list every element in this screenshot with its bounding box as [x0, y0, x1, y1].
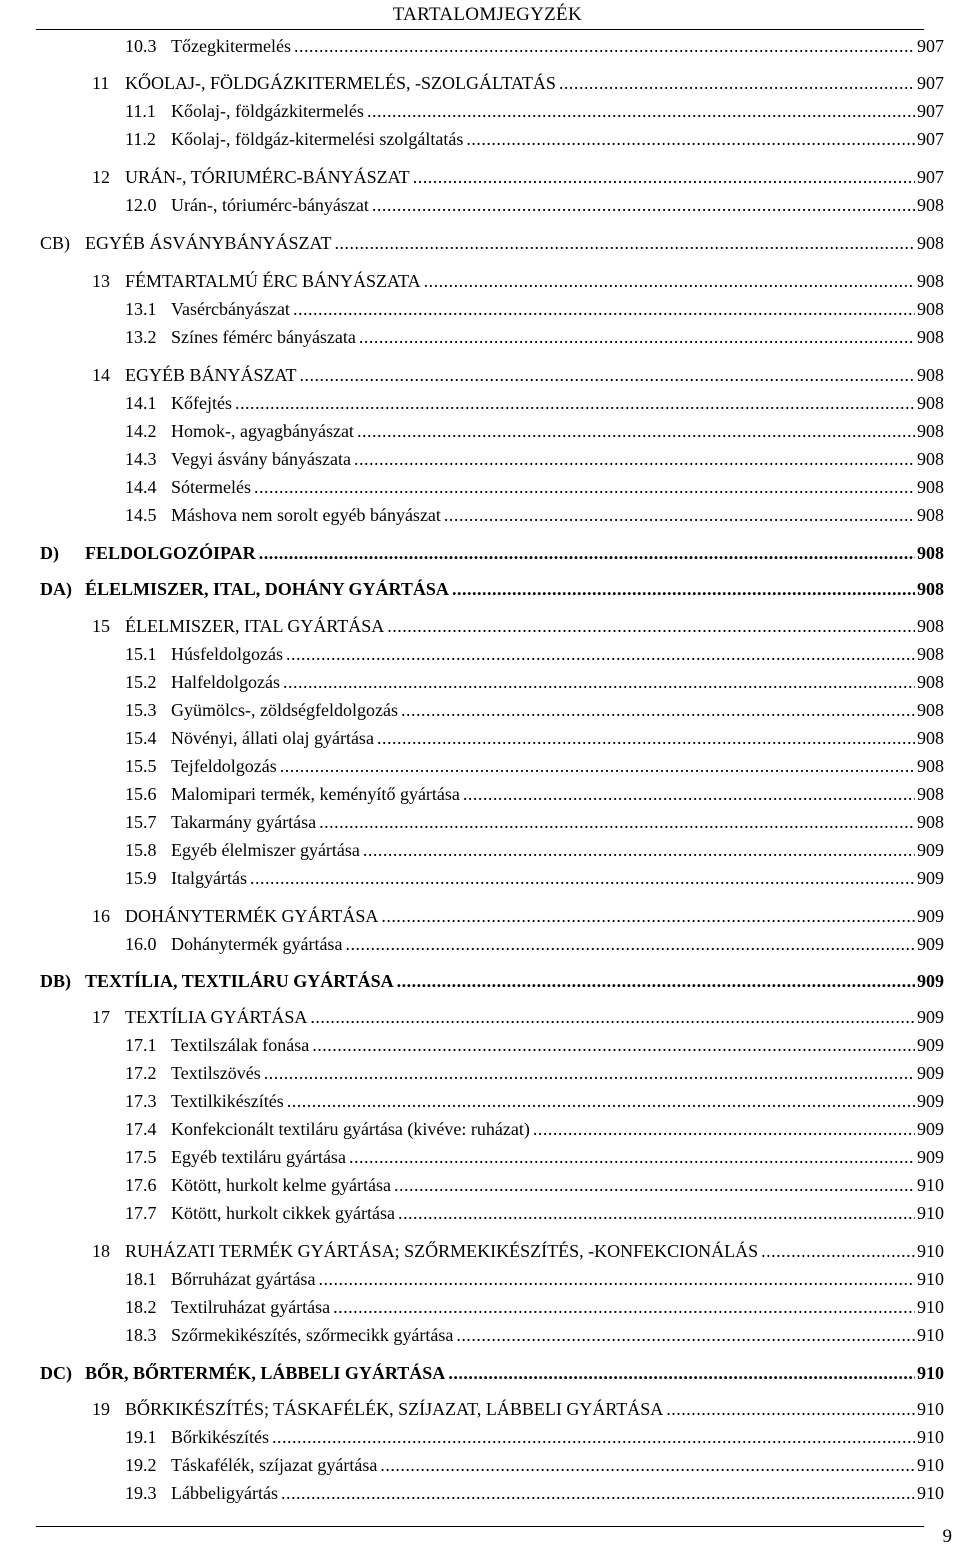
toc-entry-page: 908	[917, 327, 944, 347]
toc-entry-label: Tejfeldolgozás	[171, 756, 277, 776]
toc-entry[interactable]	[92, 73, 944, 94]
dot-leader	[401, 700, 915, 721]
toc-entry-page: 909	[917, 971, 944, 991]
page-number: 9	[942, 1526, 952, 1547]
toc-entry-page: 908	[917, 299, 944, 319]
toc-entry-page: 907	[917, 73, 944, 93]
toc-entry-label: Bőrkikészítés	[171, 1427, 269, 1447]
dot-leader	[254, 477, 915, 498]
toc-entry-page: 910	[917, 1427, 944, 1447]
toc-entry-label: Táskafélék, szíjazat gyártása	[171, 1455, 378, 1475]
toc-entry-page: 907	[917, 36, 944, 56]
dot-leader	[559, 73, 915, 94]
toc-entry[interactable]	[125, 756, 944, 777]
toc-entry-page: 910	[917, 1325, 944, 1345]
toc-entry[interactable]	[125, 1203, 944, 1224]
toc-entry-label: Halfeldolgozás	[171, 672, 280, 692]
dot-leader	[359, 327, 915, 348]
toc-entry-label: EGYÉB ÁSVÁNYBÁNYÁSZAT	[85, 233, 332, 253]
toc-entry-label: Malomipari termék, keményítő gyártása	[171, 784, 460, 804]
toc-entry-label: Kőolaj-, földgáz-kitermelési szolgáltatás	[171, 129, 464, 149]
toc-entry-number: D)	[40, 543, 59, 563]
dot-leader	[387, 616, 915, 637]
toc-entry-page: 908	[917, 195, 944, 215]
toc-entry-label: Máshova nem sorolt egyéb bányászat	[171, 505, 441, 525]
toc-entry-page: 908	[917, 616, 944, 636]
dot-leader	[367, 101, 915, 122]
toc-entry[interactable]	[125, 644, 944, 665]
toc-entry-page: 909	[917, 1035, 944, 1055]
toc-entry[interactable]	[40, 543, 944, 564]
toc-entry-page: 908	[917, 505, 944, 525]
toc-entry-page: 910	[917, 1175, 944, 1195]
toc-entry[interactable]	[125, 934, 944, 955]
toc-entry-label: BŐRKIKÉSZÍTÉS; TÁSKAFÉLÉK, SZÍJAZAT, LÁBBELI GYÁRTÁSA	[125, 1399, 664, 1419]
dot-leader	[398, 1203, 915, 1224]
toc-entry[interactable]	[125, 840, 944, 861]
toc-entry-page: 910	[917, 1399, 944, 1419]
dot-leader	[281, 1483, 915, 1504]
dot-leader	[259, 543, 915, 564]
dot-leader	[300, 365, 915, 386]
toc-entry[interactable]	[92, 365, 944, 386]
toc-entry-page: 908	[917, 449, 944, 469]
page-header-title: TARTALOMJEGYZÉK	[392, 4, 582, 25]
dot-leader	[293, 299, 915, 320]
toc-entry[interactable]	[125, 477, 944, 498]
toc-entry-number: 12.0	[125, 195, 157, 215]
toc-entry-label: FELDOLGOZÓIPAR	[85, 543, 256, 563]
toc-entry-number: 10.3	[125, 36, 157, 56]
toc-entry-label: Textilruházat gyártása	[171, 1297, 331, 1317]
dot-leader	[286, 644, 915, 665]
toc-entry-label: ÉLELMISZER, ITAL GYÁRTÁSA	[125, 616, 385, 636]
toc-entry-page: 909	[917, 1007, 944, 1027]
dot-leader	[294, 36, 915, 57]
dot-leader	[310, 1007, 915, 1028]
dot-leader	[377, 728, 915, 749]
toc-entry-label: Kőfejtés	[171, 393, 232, 413]
dot-leader	[444, 505, 915, 526]
toc-entry-page: 908	[917, 365, 944, 385]
dot-leader	[448, 1363, 915, 1384]
toc-entry-number: 14.5	[125, 505, 157, 525]
dot-leader	[312, 1035, 915, 1056]
dot-leader	[333, 1297, 915, 1318]
toc-entry-page: 908	[917, 784, 944, 804]
dot-leader	[533, 1119, 915, 1140]
dot-leader	[413, 167, 915, 188]
dot-leader	[463, 784, 915, 805]
dot-leader	[394, 1175, 915, 1196]
toc-entry-label: Dohánytermék gyártása	[171, 934, 343, 954]
toc-entry-number: DB)	[40, 971, 71, 991]
toc-entry[interactable]	[125, 784, 944, 805]
toc-entry[interactable]	[92, 271, 944, 292]
toc-entry[interactable]	[125, 1455, 944, 1476]
dot-leader	[452, 579, 915, 600]
toc-entry[interactable]	[125, 1483, 944, 1504]
dot-leader	[272, 1427, 915, 1448]
toc-entry-number: 19.2	[125, 1455, 157, 1475]
toc-entry[interactable]	[125, 1147, 944, 1168]
toc-entry[interactable]	[125, 101, 944, 122]
dot-leader	[424, 271, 915, 292]
toc-entry[interactable]	[125, 195, 944, 216]
dot-leader	[283, 672, 915, 693]
dot-leader	[380, 1455, 915, 1476]
toc-entry-page: 908	[917, 756, 944, 776]
toc-entry-label: Italgyártás	[171, 868, 247, 888]
toc-entry-page: 908	[917, 579, 944, 599]
toc-entry-number: 15.5	[125, 756, 157, 776]
toc-entry-number: DA)	[40, 579, 72, 599]
dot-leader	[381, 906, 915, 927]
toc-entry[interactable]	[40, 579, 944, 600]
toc-entry-label: EGYÉB BÁNYÁSZAT	[125, 365, 297, 385]
toc-entry-page: 908	[917, 700, 944, 720]
toc-entry[interactable]	[125, 1119, 944, 1140]
toc-entry-number: 11	[92, 73, 110, 93]
dot-leader	[264, 1063, 915, 1084]
toc-entry-label: Kötött, hurkolt kelme gyártása	[171, 1175, 391, 1195]
toc-entry-number: 13.1	[125, 299, 157, 319]
toc-entry-page: 909	[917, 868, 944, 888]
toc-entry-number: 15.8	[125, 840, 157, 860]
toc-entry-page: 907	[917, 129, 944, 149]
toc-entry-page: 908	[917, 672, 944, 692]
toc-entry-page: 909	[917, 840, 944, 860]
toc-entry-label: Sótermelés	[171, 477, 251, 497]
toc-entry-number: CB)	[40, 233, 71, 253]
toc-entry-label: Vasércbányászat	[171, 299, 290, 319]
toc-entry-label: Növényi, állati olaj gyártása	[171, 728, 374, 748]
toc-entry[interactable]	[125, 812, 944, 833]
toc-entry-number: 17.7	[125, 1203, 157, 1223]
toc-entry-label: TEXTÍLIA, TEXTILÁRU GYÁRTÁSA	[85, 971, 394, 991]
toc-entry-label: Színes fémérc bányászata	[171, 327, 356, 347]
toc-entry[interactable]	[125, 449, 944, 470]
toc-entry-label: RUHÁZATI TERMÉK GYÁRTÁSA; SZŐRMEKIKÉSZÍTÉS, -KONFEKCIONÁLÁS	[125, 1241, 759, 1261]
toc-entry-label: Homok-, agyagbányászat	[171, 421, 354, 441]
toc-entry-label: Textilszálak fonása	[171, 1035, 310, 1055]
toc-entry-page: 908	[917, 233, 944, 253]
toc-entry-number: 17.3	[125, 1091, 157, 1111]
toc-entry-label: Konfekcionált textiláru gyártása (kivéve: ruházat)	[171, 1119, 530, 1139]
footer-rule	[36, 1526, 924, 1527]
toc-entry-number: 15.1	[125, 644, 157, 664]
toc-entry-number: 15.2	[125, 672, 157, 692]
toc-entry[interactable]	[92, 906, 944, 927]
toc-entry-label: Tőzegkitermelés	[171, 36, 291, 56]
toc-entry-number: 14.3	[125, 449, 157, 469]
toc-entry-label: Textilszövés	[171, 1063, 261, 1083]
toc-entry-number: 17.4	[125, 1119, 157, 1139]
toc-entry[interactable]	[125, 1035, 944, 1056]
toc-entry-page: 907	[917, 167, 944, 187]
toc-entry[interactable]	[125, 1175, 944, 1196]
toc-entry-number: 16	[92, 906, 110, 926]
toc-entry-label: Lábbeligyártás	[171, 1483, 278, 1503]
toc-entry-number: 14.4	[125, 477, 157, 497]
toc-entry-page: 909	[917, 1063, 944, 1083]
toc-entry[interactable]	[125, 1297, 944, 1318]
toc-entry[interactable]	[125, 700, 944, 721]
dot-leader	[666, 1399, 915, 1420]
toc-entry[interactable]	[125, 1269, 944, 1290]
toc-entry-page: 908	[917, 644, 944, 664]
toc-entry-number: 12	[92, 167, 110, 187]
toc-entry[interactable]	[125, 1325, 944, 1346]
toc-entry-number: 15.3	[125, 700, 157, 720]
toc-entry-page: 910	[917, 1297, 944, 1317]
toc-entry-page: 909	[917, 934, 944, 954]
toc-entry-number: 15.6	[125, 784, 157, 804]
toc-entry-label: Húsfeldolgozás	[171, 644, 283, 664]
toc-entry-page: 910	[917, 1203, 944, 1223]
dot-leader	[287, 1091, 915, 1112]
toc-entry-page: 910	[917, 1269, 944, 1289]
toc-entry-page: 908	[917, 543, 944, 563]
toc-entry-number: 13.2	[125, 327, 157, 347]
toc-entry[interactable]	[92, 1241, 944, 1262]
toc-entry-number: 15.4	[125, 728, 157, 748]
toc-entry-number: 11.2	[125, 129, 156, 149]
dot-leader	[235, 393, 915, 414]
toc-entry-number: 11.1	[125, 101, 156, 121]
toc-entry[interactable]	[125, 299, 944, 320]
toc-entry[interactable]	[125, 393, 944, 414]
toc-entry-label: KŐOLAJ-, FÖLDGÁZKITERMELÉS, -SZOLGÁLTATÁS	[125, 73, 556, 93]
toc-entry[interactable]	[125, 421, 944, 442]
dot-leader	[318, 1269, 915, 1290]
toc-entry-page: 909	[917, 1147, 944, 1167]
toc-entry-number: 18.3	[125, 1325, 157, 1345]
toc-entry-number: 19.3	[125, 1483, 157, 1503]
toc-entry[interactable]	[40, 971, 944, 992]
toc-entry-page: 909	[917, 1091, 944, 1111]
toc-entry-page: 910	[917, 1241, 944, 1261]
dot-leader	[280, 756, 915, 777]
toc-entry-label: TEXTÍLIA GYÁRTÁSA	[125, 1007, 308, 1027]
toc-entry[interactable]	[125, 1427, 944, 1448]
dot-leader	[372, 195, 915, 216]
toc-entry-page: 908	[917, 477, 944, 497]
toc-entry-page: 908	[917, 812, 944, 832]
toc-entry-page: 907	[917, 101, 944, 121]
dot-leader	[761, 1241, 915, 1262]
toc-entry-page: 908	[917, 728, 944, 748]
dot-leader	[319, 812, 915, 833]
toc-entry-number: 13	[92, 271, 110, 291]
toc-entry-page: 910	[917, 1363, 944, 1383]
toc-entry[interactable]	[40, 1363, 944, 1384]
dot-leader	[335, 233, 915, 254]
toc-entry[interactable]	[125, 672, 944, 693]
toc-entry-page: 910	[917, 1483, 944, 1503]
toc-entry[interactable]	[125, 868, 944, 889]
toc-entry-label: Szőrmekikészítés, szőrmecikk gyártása	[171, 1325, 454, 1345]
dot-leader	[456, 1325, 915, 1346]
toc-entry-page: 908	[917, 393, 944, 413]
toc-entry-number: 18.1	[125, 1269, 157, 1289]
dot-leader	[354, 449, 915, 470]
toc-entry[interactable]	[92, 167, 944, 188]
toc-entry-label: Egyéb textiláru gyártása	[171, 1147, 346, 1167]
toc-entry[interactable]	[125, 505, 944, 526]
toc-entry-number: 18.2	[125, 1297, 157, 1317]
toc-entry-number: 15.7	[125, 812, 157, 832]
dot-leader	[250, 868, 915, 889]
toc-entry-number: 17.2	[125, 1063, 157, 1083]
toc-entry-number: 14.2	[125, 421, 157, 441]
toc-entry-number: 16.0	[125, 934, 157, 954]
toc-entry[interactable]	[125, 1091, 944, 1112]
toc-entry-number: DC)	[40, 1363, 72, 1383]
toc-entry-number: 17.5	[125, 1147, 157, 1167]
toc-entry-label: DOHÁNYTERMÉK GYÁRTÁSA	[125, 906, 379, 926]
toc-entry-label: Bőrruházat gyártása	[171, 1269, 316, 1289]
header-rule	[36, 29, 924, 30]
toc-entry-number: 15.9	[125, 868, 157, 888]
toc-entry-page: 909	[917, 1119, 944, 1139]
toc-entry-label: Egyéb élelmiszer gyártása	[171, 840, 360, 860]
toc-entry[interactable]	[125, 1063, 944, 1084]
toc-entry[interactable]	[92, 1007, 944, 1028]
toc-entry-number: 17	[92, 1007, 110, 1027]
toc-entry-label: ÉLELMISZER, ITAL, DOHÁNY GYÁRTÁSA	[85, 579, 449, 599]
toc-entry-number: 14.1	[125, 393, 157, 413]
toc-entry-page: 908	[917, 421, 944, 441]
dot-leader	[349, 1147, 915, 1168]
toc-entry[interactable]	[125, 36, 944, 57]
dot-leader	[397, 971, 915, 992]
dot-leader	[357, 421, 915, 442]
toc-entry-number: 17.1	[125, 1035, 157, 1055]
dot-leader	[363, 840, 915, 861]
toc-entry[interactable]	[92, 616, 944, 637]
toc-entry-number: 14	[92, 365, 110, 385]
toc-entry-label: Takarmány gyártása	[171, 812, 317, 832]
toc-entry[interactable]	[125, 129, 944, 150]
toc-entry[interactable]	[40, 233, 944, 254]
toc-entry-label: Kötött, hurkolt cikkek gyártása	[171, 1203, 395, 1223]
toc-entry-number: 17.6	[125, 1175, 157, 1195]
toc-entry[interactable]	[125, 327, 944, 348]
toc-entry-number: 18	[92, 1241, 110, 1261]
toc-entry-label: Gyümölcs-, zöldségfeldolgozás	[171, 700, 398, 720]
dot-leader	[345, 934, 915, 955]
toc-entry-number: 15	[92, 616, 110, 636]
toc-entry-number: 19.1	[125, 1427, 157, 1447]
toc-entry-label: Textilkikészítés	[171, 1091, 284, 1111]
toc-entry[interactable]	[125, 728, 944, 749]
toc-entry-page: 908	[917, 271, 944, 291]
dot-leader	[466, 129, 915, 150]
toc-entry-label: BŐR, BŐRTERMÉK, LÁBBELI GYÁRTÁSA	[85, 1363, 446, 1383]
toc-entry-label: URÁN-, TÓRIUMÉRC-BÁNYÁSZAT	[125, 167, 410, 187]
toc-entry-page: 909	[917, 906, 944, 926]
toc-entry-label: Urán-, tóriumérc-bányászat	[171, 195, 369, 215]
toc-entry-label: FÉMTARTALMÚ ÉRC BÁNYÁSZATA	[125, 271, 421, 291]
toc-entry-label: Kőolaj-, földgázkitermelés	[171, 101, 364, 121]
toc-entry-page: 910	[917, 1455, 944, 1475]
toc-entry-label: Vegyi ásvány bányászata	[171, 449, 351, 469]
toc-entry[interactable]	[92, 1399, 944, 1420]
toc-entry-number: 19	[92, 1399, 110, 1419]
